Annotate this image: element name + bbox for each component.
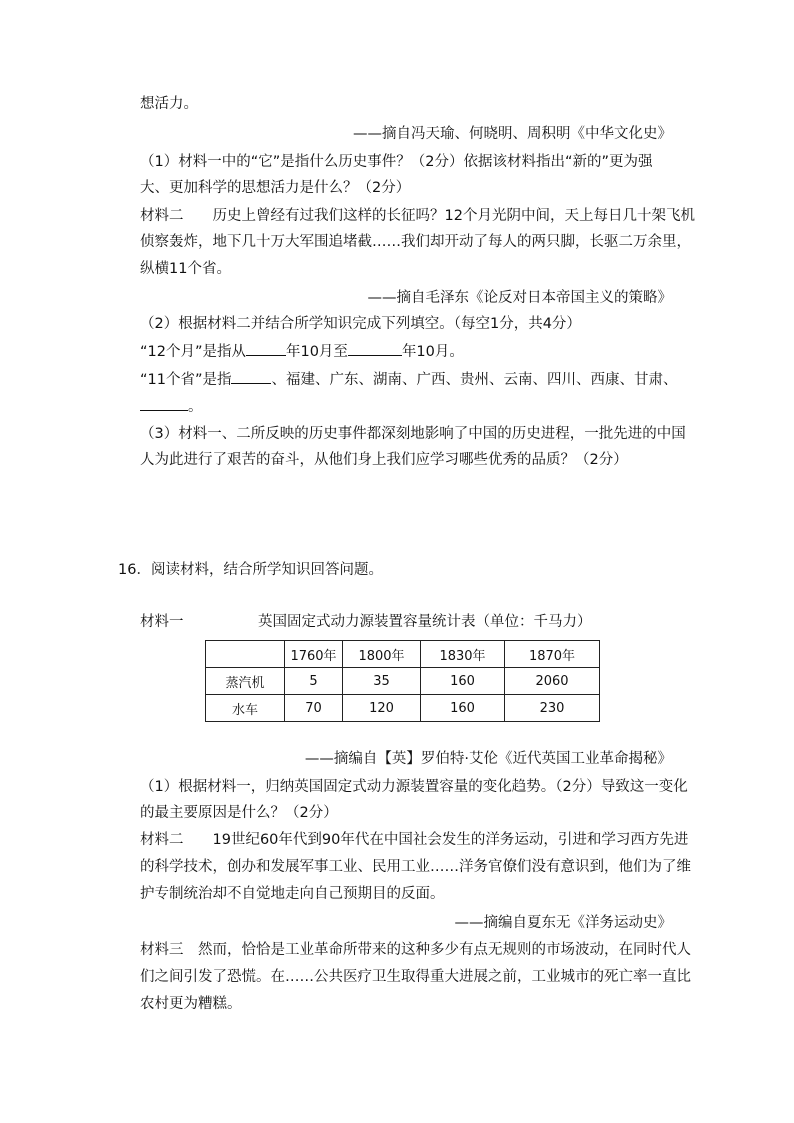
question-3: （3）材料一、二所反映的历史事件都深刻地影响了中国的历史进程，一批先进的中国 [140,426,686,442]
table-header-cell: 1870年 [505,641,600,668]
answer-blank[interactable] [348,341,402,356]
question-2: （2）根据材料二并结合所学知识完成下列填空。（每空1分，共4分） [140,316,581,332]
material-2-text: 护专制统治却不自觉地走向自己预期目的反面。 [140,886,445,902]
question-16-1: （1）根据材料一，归纳英国固定式动力源装置容量的变化趋势。（2分）导致这一变化 [140,779,688,795]
table-title: 英国固定式动力源装置容量统计表（单位：千马力） [258,614,592,630]
source-citation: ——摘自冯天瑜、何晓明、周积明《中华文化史》 [353,126,672,142]
table-row-label: 蒸汽机 [206,668,285,695]
table-row [206,695,600,722]
table-cell: 160 [421,695,505,722]
table-cell: 230 [505,695,600,722]
question-3-cont: 人为此进行了艰苦的奋斗，从他们身上我们应学习哪些优秀的品质？（2分） [140,452,628,468]
table-cell: 2060 [505,668,600,695]
data-table [205,640,600,722]
material-2-text: 材料二 19世纪60年代到90年代在中国社会发生的洋务运动，引进和学习西方先进 [140,832,689,848]
fill-text: “12个月”是指从 [140,344,246,360]
material-2-text: 纵横11个省。 [140,261,231,277]
fill-text: 年10月。 [401,344,464,360]
table-header-cell [206,641,285,668]
material-3-text: 农村更为糟糕。 [140,996,242,1012]
table-cell: 5 [285,668,343,695]
table-header-cell: 1830年 [421,641,505,668]
table-cell: 70 [285,695,343,722]
answer-blank[interactable] [140,396,188,411]
material-3-text: 们之间引发了恐慌。在……公共医疗卫生取得重大进展之前，工业城市的死亡率一直比 [140,969,691,985]
question-16: 16．阅读材料，结合所学知识回答问题。 [118,562,383,578]
material-1-label: 材料一 [140,614,184,630]
source-citation: ——摘编自【英】罗伯特·艾伦《近代英国工业革命揭秘》 [304,751,672,767]
table-row-label: 水车 [206,695,285,722]
fill-text: 年10月至 [285,344,348,360]
fill-text: 、福建、广东、湖南、广西、贵州、云南、四川、西康、甘肃、 [271,372,678,388]
table-header-row [206,641,600,668]
fill-in-line-2 [140,369,677,390]
fill-in-line-1 [140,341,464,362]
text-line: 想活力。 [140,96,198,112]
material-2-text: 材料二 历史上曾经有过我们这样的长征吗？12个月光阴中间，天上每日几十架飞机 [140,208,695,224]
table-cell: 35 [343,668,421,695]
table-header-cell: 1800年 [343,641,421,668]
fill-text: 。 [188,399,203,415]
question-1: （1）材料一中的“它”是指什么历史事件？（2分）依据该材料指出“新的”更为强 [140,154,653,170]
source-citation: ——摘编自夏东无《洋务运动史》 [454,915,672,931]
question-16-1-cont: 的最主要原因是什么？（2分） [140,805,338,821]
material-2-text: 的科学技术，创办和发展军事工业、民用工业……洋务官僚们没有意识到，他们为了维 [140,859,691,875]
material-3-text: 材料三 然而，恰恰是工业革命所带来的这种多少有点无规则的市场波动，在同时代人 [140,942,691,958]
question-1-cont: 大、更加科学的思想活力是什么？（2分） [140,180,411,196]
answer-blank[interactable] [246,341,286,356]
table-cell: 120 [343,695,421,722]
material-2-text: 侦察轰炸，地下几十万大军围追堵截……我们却开动了每人的两只脚，长驱二万余里， [140,234,691,250]
source-citation: ——摘自毛泽东《论反对日本帝国主义的策略》 [367,290,672,306]
table-row [206,668,600,695]
fill-in-line-3 [140,396,203,417]
answer-blank[interactable] [231,369,271,384]
table-cell: 160 [421,668,505,695]
table-header-cell: 1760年 [285,641,343,668]
fill-text: “11个省”是指 [140,372,232,388]
